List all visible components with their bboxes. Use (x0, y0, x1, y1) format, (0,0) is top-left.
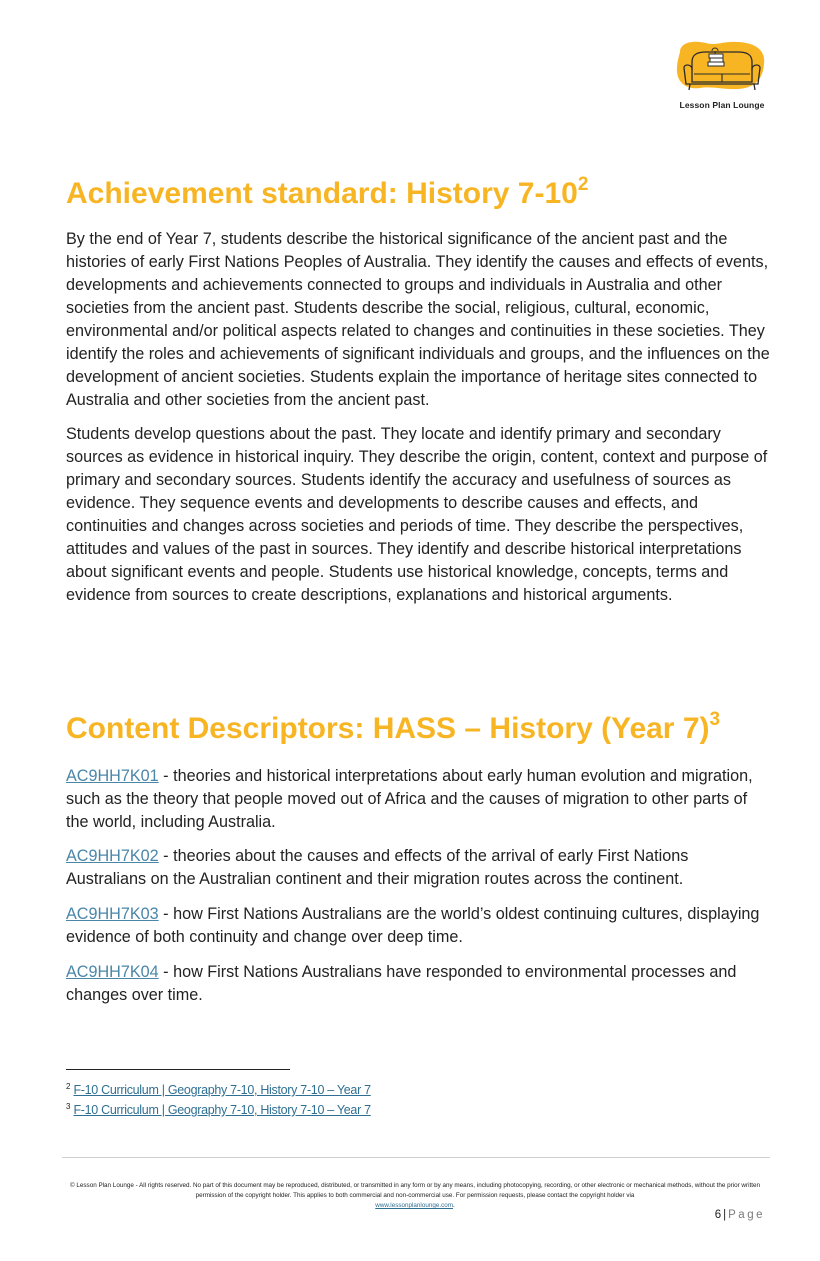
page-label: Page (728, 1209, 765, 1221)
achievement-paragraph-2: Students develop questions about the past. They locate and identify primary and secondary sources as evidence in historical inquiry. They describe the origin, content, context and purpose of primary and secondary sources. Students identify the accuracy and usefulness of sources as evidence. They sequence events and developments to describe causes and effects, and continuities and changes across societies and periods of time. They describe the perspectives, attitudes and values of the past in sources. They identify and describe historical interpretations about significant events and people. Students use historical knowledge, concepts, terms and evidence from sources to create descriptions, explanations and historical arguments. (66, 425, 768, 604)
brand-logo (672, 38, 772, 114)
sofa-with-books-icon (672, 38, 772, 100)
descriptor-code-link[interactable]: AC9HH7K01 (66, 767, 159, 785)
descriptor-text: - how First Nations Australians have responded to environmental processes and changes over time. (66, 963, 737, 1004)
achievement-heading (66, 176, 588, 212)
copyright-text: © Lesson Plan Lounge - All rights reserved. No part of this document may be reproduced, distributed, or transmitted in any form or by any means, including photocopying, recording, or other electronic or mechanical methods, without the prior written permission of the copyright holder. This applies to both commercial and non-commercial use. For permission requests, please contact the copyright holder via (70, 1182, 760, 1199)
footnote-divider (66, 1069, 290, 1070)
content-descriptor (66, 765, 772, 834)
footnote-ref-3[interactable]: 3 (709, 709, 721, 730)
descriptor-code-link[interactable]: AC9HH7K02 (66, 847, 159, 865)
website-link[interactable]: www.lessonplanlounge.com (375, 1202, 453, 1209)
logo-text: Lesson Plan Lounge (679, 100, 765, 110)
content-heading-text: Content Descriptors: HASS – History (Year 7) (66, 712, 710, 745)
descriptor-text: - theories about the causes and effects of the arrival of early First Nations Australians on the Australian continent and their migration routes across the continent. (66, 847, 689, 888)
content-descriptors-heading (66, 711, 720, 747)
footnote-ref-2[interactable]: 2 (577, 174, 589, 195)
page-separator: | (723, 1209, 727, 1221)
achievement-heading-text: Achievement standard: History 7-10 (66, 177, 578, 210)
footnote-number: 3 (66, 1102, 71, 1111)
footnote (66, 1102, 371, 1118)
footer-link-suffix: . (452, 1202, 455, 1209)
descriptor-text: - how First Nations Australians are the world’s oldest continuing cultures, displaying evidence of both continuity and change over deep time. (66, 905, 760, 946)
content-descriptor (66, 961, 772, 1007)
footnote-link[interactable]: F-10 Curriculum | Geography 7-10, History 7-10 – Year 7 (73, 1083, 371, 1097)
content-descriptor (66, 845, 772, 891)
footer-divider (62, 1157, 770, 1158)
footnote-link[interactable]: F-10 Curriculum | Geography 7-10, History 7-10 – Year 7 (73, 1103, 371, 1117)
achievement-paragraph-1: By the end of Year 7, students describe the historical significance of the ancient past and the histories of early First Nations Peoples of Australia. They identify the causes and effects of events, developments and achievements connected to groups and individuals in Australia and other societies from the ancient past. Students describe the social, religious, cultural, economic, environmental and/or political aspects related to changes and continuities in these societies. They identify the roles and achievements of significant individuals and groups, and the influences on the development of ancient societies. Students explain the importance of heritage sites connected to Australia and other societies from the ancient past. (66, 230, 770, 409)
descriptor-text: - theories and historical interpretations about early human evolution and migration, such as the theory that people moved out of Africa and the causes of migration to other parts of the world, including Australia. (66, 767, 753, 831)
footnote (66, 1082, 371, 1098)
descriptor-code-link[interactable]: AC9HH7K03 (66, 905, 159, 923)
page-number (715, 1209, 765, 1221)
footnote-number: 2 (66, 1082, 71, 1091)
footer-copyright (66, 1181, 764, 1211)
content-descriptor (66, 903, 772, 949)
descriptor-code-link[interactable]: AC9HH7K04 (66, 963, 159, 981)
page-number-value: 6 (714, 1209, 722, 1221)
